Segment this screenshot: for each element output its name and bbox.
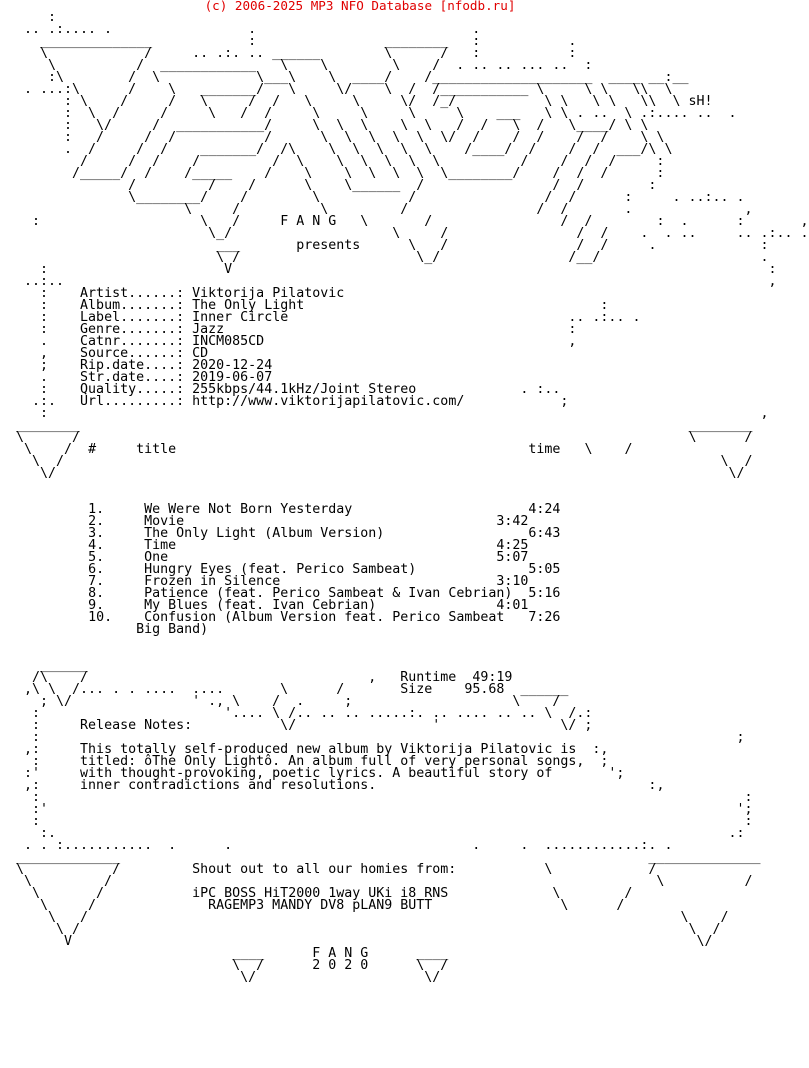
url-value[interactable]: http://www.viktorijapilatovic.com/ — [192, 394, 465, 409]
track-6-time: 5:05 — [528, 562, 561, 577]
track-1-num: 1. — [88, 502, 105, 517]
track-10-title-cont: Big Band) — [136, 622, 209, 637]
groups-line-1: iPC BOSS HiT2000 1way UKi i8 RNS — [192, 886, 449, 901]
track-3-num: 3. — [88, 526, 105, 541]
size-label: Size — [400, 682, 433, 697]
shout-text: Shout out to all our homies from: — [192, 862, 457, 877]
track-7-num: 7. — [88, 574, 105, 589]
notes-line-3: with thought-provoking, poetic lyrics. A beautiful story of — [80, 766, 553, 781]
track-3-time: 6:43 — [528, 526, 561, 541]
track-2-time: 3:42 — [496, 514, 529, 529]
tag-text: sH! — [688, 94, 713, 109]
notes-line-2: titled: ôThe Only Lightô. An album full of very personal songs, — [80, 754, 585, 769]
footer-brand: F A N G — [312, 946, 369, 961]
track-6-title: Hungry Eyes (feat. Perico Sambeat) — [144, 562, 417, 577]
track-3-title: The Only Light (Album Version) — [144, 526, 385, 541]
header-brand: F A N G — [280, 214, 337, 229]
footer-year: 2 0 2 0 — [312, 958, 369, 973]
artist-value: Viktorija Pilatovic — [192, 286, 345, 301]
album-value: The Only Light — [192, 298, 305, 313]
label-label: Label.......: — [80, 310, 185, 325]
url-label: Url.........: — [80, 394, 185, 409]
track-4-title: Time — [144, 538, 177, 553]
size-value: 95.68 — [464, 682, 505, 697]
col-time-header: time — [528, 442, 561, 457]
col-num-header: # — [88, 442, 97, 457]
rip-date-value: 2020-12-24 — [192, 358, 273, 373]
track-5-title: One — [144, 550, 169, 565]
track-5-time: 5:07 — [496, 550, 529, 565]
catnr-label: Catnr.......: — [80, 334, 185, 349]
track-9-time: 4:01 — [496, 598, 529, 613]
track-4-time: 4:25 — [496, 538, 529, 553]
notes-line-4: inner contradictions and resolutions. — [80, 778, 377, 793]
track-8-time: 5:16 — [528, 586, 561, 601]
copyright-banner: (c) 2006-2025 MP3 NFO Database [nfodb.ru] — [204, 0, 516, 13]
track-4-num: 4. — [88, 538, 105, 553]
groups-line-2: RAGEMP3 MANDY DV8 pLAN9 BUTT — [208, 898, 433, 913]
track-7-title: Frozen in Silence — [144, 574, 281, 589]
album-label: Album.......: — [80, 298, 185, 313]
runtime-label: Runtime — [400, 670, 457, 685]
nfo-document: : .. .:.... . . . ______________ : ________ : . \ / .. .:. .. ______ \ / : : \ / ____________ \ \ \ / . .. .. ... .. : :\ / \ \___\ \ ____/ /____________________ ____ __:__ . ...:\ / \ _______/ \ \/ \ / /___________ \ \ \ \\ \ : \ / / \ / / \ \ \/ /_/ \ \ \ \ \\ \ sH! : \ / / \ / / \ \ \ \ ___ \ \ . .. \ .:.... .. . : \/ / ___________/ \ \ \ \ \ / / \ / \____/ \ \ : / / / / \ \ \ \ \ \/ / / / / / \ \ . / / / _______/ /\ \ \ \ \ \ /____/ / / / ___/\ \ / / / / / \ \ \ \ \ \ / / / / : /_____/ / /_____ / \ \ \ \ \ \________/ / / / : / / / \ \______ / / / : \________/ / \ / / / : . ..:.. . \ / \ / / / . , : \ / F A N G \ / / / : . : , \_/ \ / / / . . .. .. .:.. . ___ presents \ / / / . : \ / \_/ /__/ . : V : ..:.. , : Artist......: Viktorija Pilatovic : Album.......: The Only Light : : Label.......: Inner Circle .. .:.. . : Genre.......: Jazz : . Catnr.......: INCM085CD , , Source......: CD ; Rip.date....: 2020-12-24 . Str.date....: 2019-06-07 : Quality.....: 255kbps/44.1kHz/Joint Stereo . :.. .:. Url.........: http://www.viktorijapilatovic.com/ ; : , ________ ________ \ / \ / \ / # title time \ / \ / \ / \/ \/ 1. We Were Not Born Yesterday 4:24 2. Movie 3:42 3. The Only Light (Album Version) 6:43 4. Time 4:25 5. One 5:07 6. Hungry Eyes (feat. Perico Sambeat) 5:05 7. Frozen in Silence 3:10 8. Patience (feat. Perico Sambeat & Ivan Cebrian) 5:16 9. My Blues (feat. Ivan Cebrian) 4:01 10. Confusion (Album Version feat. Perico Sambeat 7:26 Big Band) ______ /\ / , Runtime 49:19 ,\ \ /... . . .... .... \ / Size 95.68 ______ ; \/ ' ., \ / . ; \ / : '.... \ /.. .. .. .....:. .. .... .. .. \ /.: : Release Notes: \/ ' \/ ; : ; ,: This totally self-produced new album by Viktorija Pilatovic is :, : titled: ôThe Only Lightô. An album full of very personal songs, ; :' with thought-provoking, poetic lyrics. A beautiful story of '; ,: inner contradictions and resolutions. :, : : :' '; : : :. .: . . :........... . . . . ............:. . _____________ ______________ \ / Shout out to all our homies from: \ / \ / \ / \ / iPC BOSS HiT2000 1way UKi i8 RNS \ / \ / RAGEMP3 MANDY DV8 pLAN9 BUTT \ / \ / \ / \ / \ / V \/ ____ F A N G ____ \ / 2 0 2 0 \ / \/ \/ — [16, 10, 809, 985]
genre-label: Genre.......: — [80, 322, 185, 337]
track-10-num: 10. — [88, 610, 113, 625]
artist-label: Artist......: — [80, 286, 185, 301]
str-date-value: 2019-06-07 — [192, 370, 273, 385]
runtime-value: 49:19 — [472, 670, 513, 685]
str-date-label: Str.date....: — [80, 370, 185, 385]
track-10-title: Confusion (Album Version feat. Perico Sambeat — [144, 610, 505, 625]
catnr-value: INCM085CD — [192, 334, 265, 349]
track-5-num: 5. — [88, 550, 105, 565]
track-8-num: 8. — [88, 586, 105, 601]
genre-value: Jazz — [192, 322, 225, 337]
track-2-num: 2. — [88, 514, 105, 529]
track-2-title: Movie — [144, 514, 185, 529]
source-value: CD — [192, 346, 209, 361]
track-9-title: My Blues (feat. Ivan Cebrian) — [144, 598, 377, 613]
source-label: Source......: — [80, 346, 185, 361]
label-value: Inner Circle — [192, 310, 289, 325]
track-8-title: Patience (feat. Perico Sambeat & Ivan Cebrian) — [144, 586, 513, 601]
rip-date-label: Rip.date....: — [80, 358, 185, 373]
quality-value: 255kbps/44.1kHz/Joint Stereo — [192, 382, 417, 397]
col-title-header: title — [136, 442, 177, 457]
header-presents: presents — [296, 238, 361, 253]
quality-label: Quality.....: — [80, 382, 185, 397]
track-9-num: 9. — [88, 598, 105, 613]
track-6-num: 6. — [88, 562, 105, 577]
track-1-time: 4:24 — [528, 502, 561, 517]
notes-line-1: This totally self-produced new album by Viktorija Pilatovic is — [80, 742, 577, 757]
notes-heading: Release Notes: — [80, 718, 193, 733]
track-1-title: We Were Not Born Yesterday — [144, 502, 353, 517]
track-7-time: 3:10 — [496, 574, 529, 589]
track-10-time: 7:26 — [528, 610, 561, 625]
